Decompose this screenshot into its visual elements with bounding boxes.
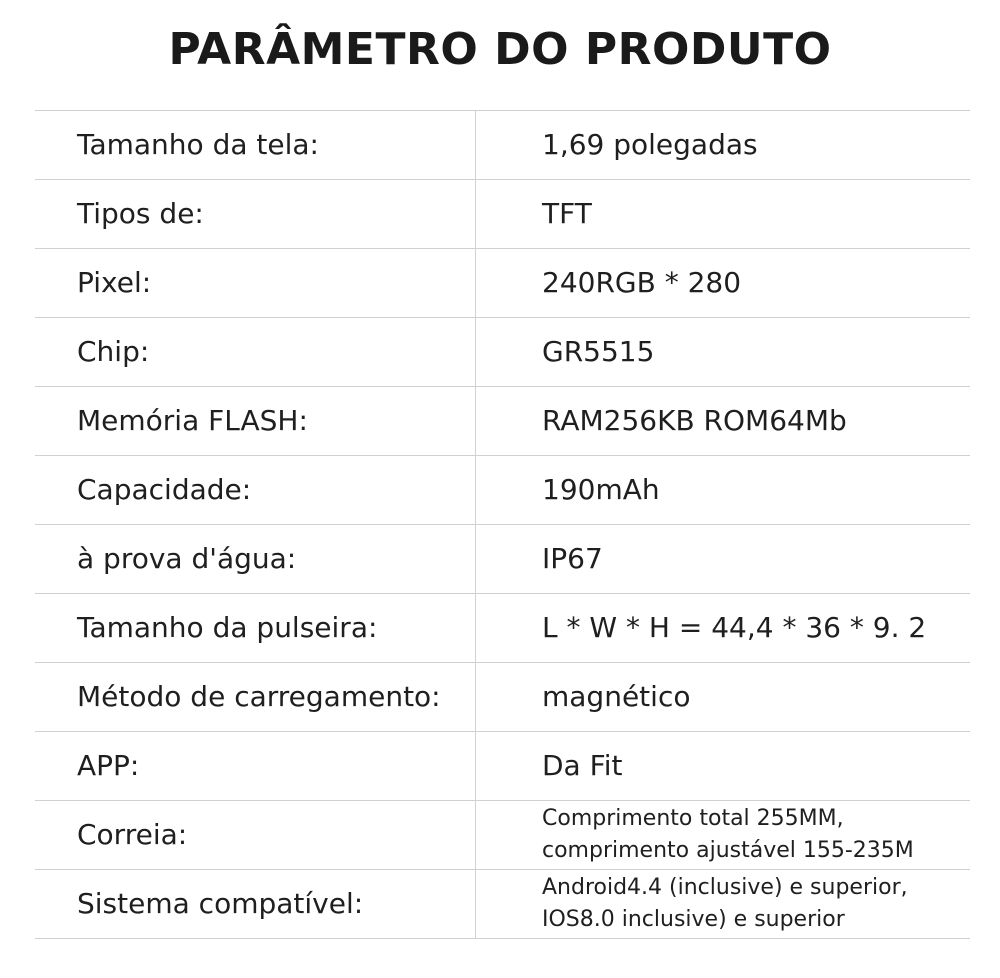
spec-row-band-size [35,594,970,663]
column-divider [475,732,476,800]
column-divider [475,318,476,386]
spec-value: magnético [542,680,691,713]
spec-row-charging-method [35,663,970,732]
column-divider [475,249,476,317]
spec-label: Pixel: [77,266,152,299]
spec-value: RAM256KB ROM64Mb [542,404,847,437]
column-divider [475,456,476,524]
spec-row-screen-size [35,111,970,180]
spec-label: Capacidade: [77,473,252,506]
spec-value [542,801,914,869]
spec-value: L * W * H = 44,4 * 36 * 9. 2 [542,611,927,644]
column-divider [475,870,476,938]
column-divider [475,801,476,869]
spec-label: à prova d'água: [77,542,297,575]
spec-row-flash-memory [35,387,970,456]
column-divider [475,525,476,593]
spec-value: Da Fit [542,749,623,782]
spec-value [542,870,908,938]
spec-row-capacity [35,456,970,525]
spec-label: APP: [77,749,140,782]
spec-row-strap [35,801,970,870]
spec-row-app [35,732,970,801]
column-divider [475,111,476,179]
page-title: PARÂMETRO DO PRODUTO [168,24,832,75]
column-divider [475,594,476,662]
column-divider [475,663,476,731]
spec-row-chip [35,318,970,387]
spec-value: TFT [542,197,592,230]
spec-table [35,110,970,939]
spec-value-line: Comprimento total 255MM, [542,806,844,831]
column-divider [475,387,476,455]
spec-row-compatible-system [35,870,970,939]
spec-row-type [35,180,970,249]
spec-value: 240RGB * 280 [542,266,742,299]
spec-label: Sistema compatível: [77,887,364,920]
spec-label: Tamanho da pulseira: [77,611,378,644]
spec-label: Tipos de: [77,197,204,230]
spec-value: IP67 [542,542,603,575]
spec-value: GR5515 [542,335,655,368]
spec-label: Chip: [77,335,150,368]
spec-label: Memória FLASH: [77,404,308,437]
spec-value-line: IOS8.0 inclusive) e superior [542,907,845,932]
spec-value-line: Android4.4 (inclusive) e superior, [542,875,908,900]
column-divider [475,180,476,248]
spec-row-pixel [35,249,970,318]
spec-row-waterproof [35,525,970,594]
spec-label: Correia: [77,818,188,851]
spec-value-line: comprimento ajustável 155-235M [542,838,914,863]
spec-value: 1,69 polegadas [542,128,758,161]
spec-value: 190mAh [542,473,660,506]
spec-label: Método de carregamento: [77,680,441,713]
spec-label: Tamanho da tela: [77,128,319,161]
